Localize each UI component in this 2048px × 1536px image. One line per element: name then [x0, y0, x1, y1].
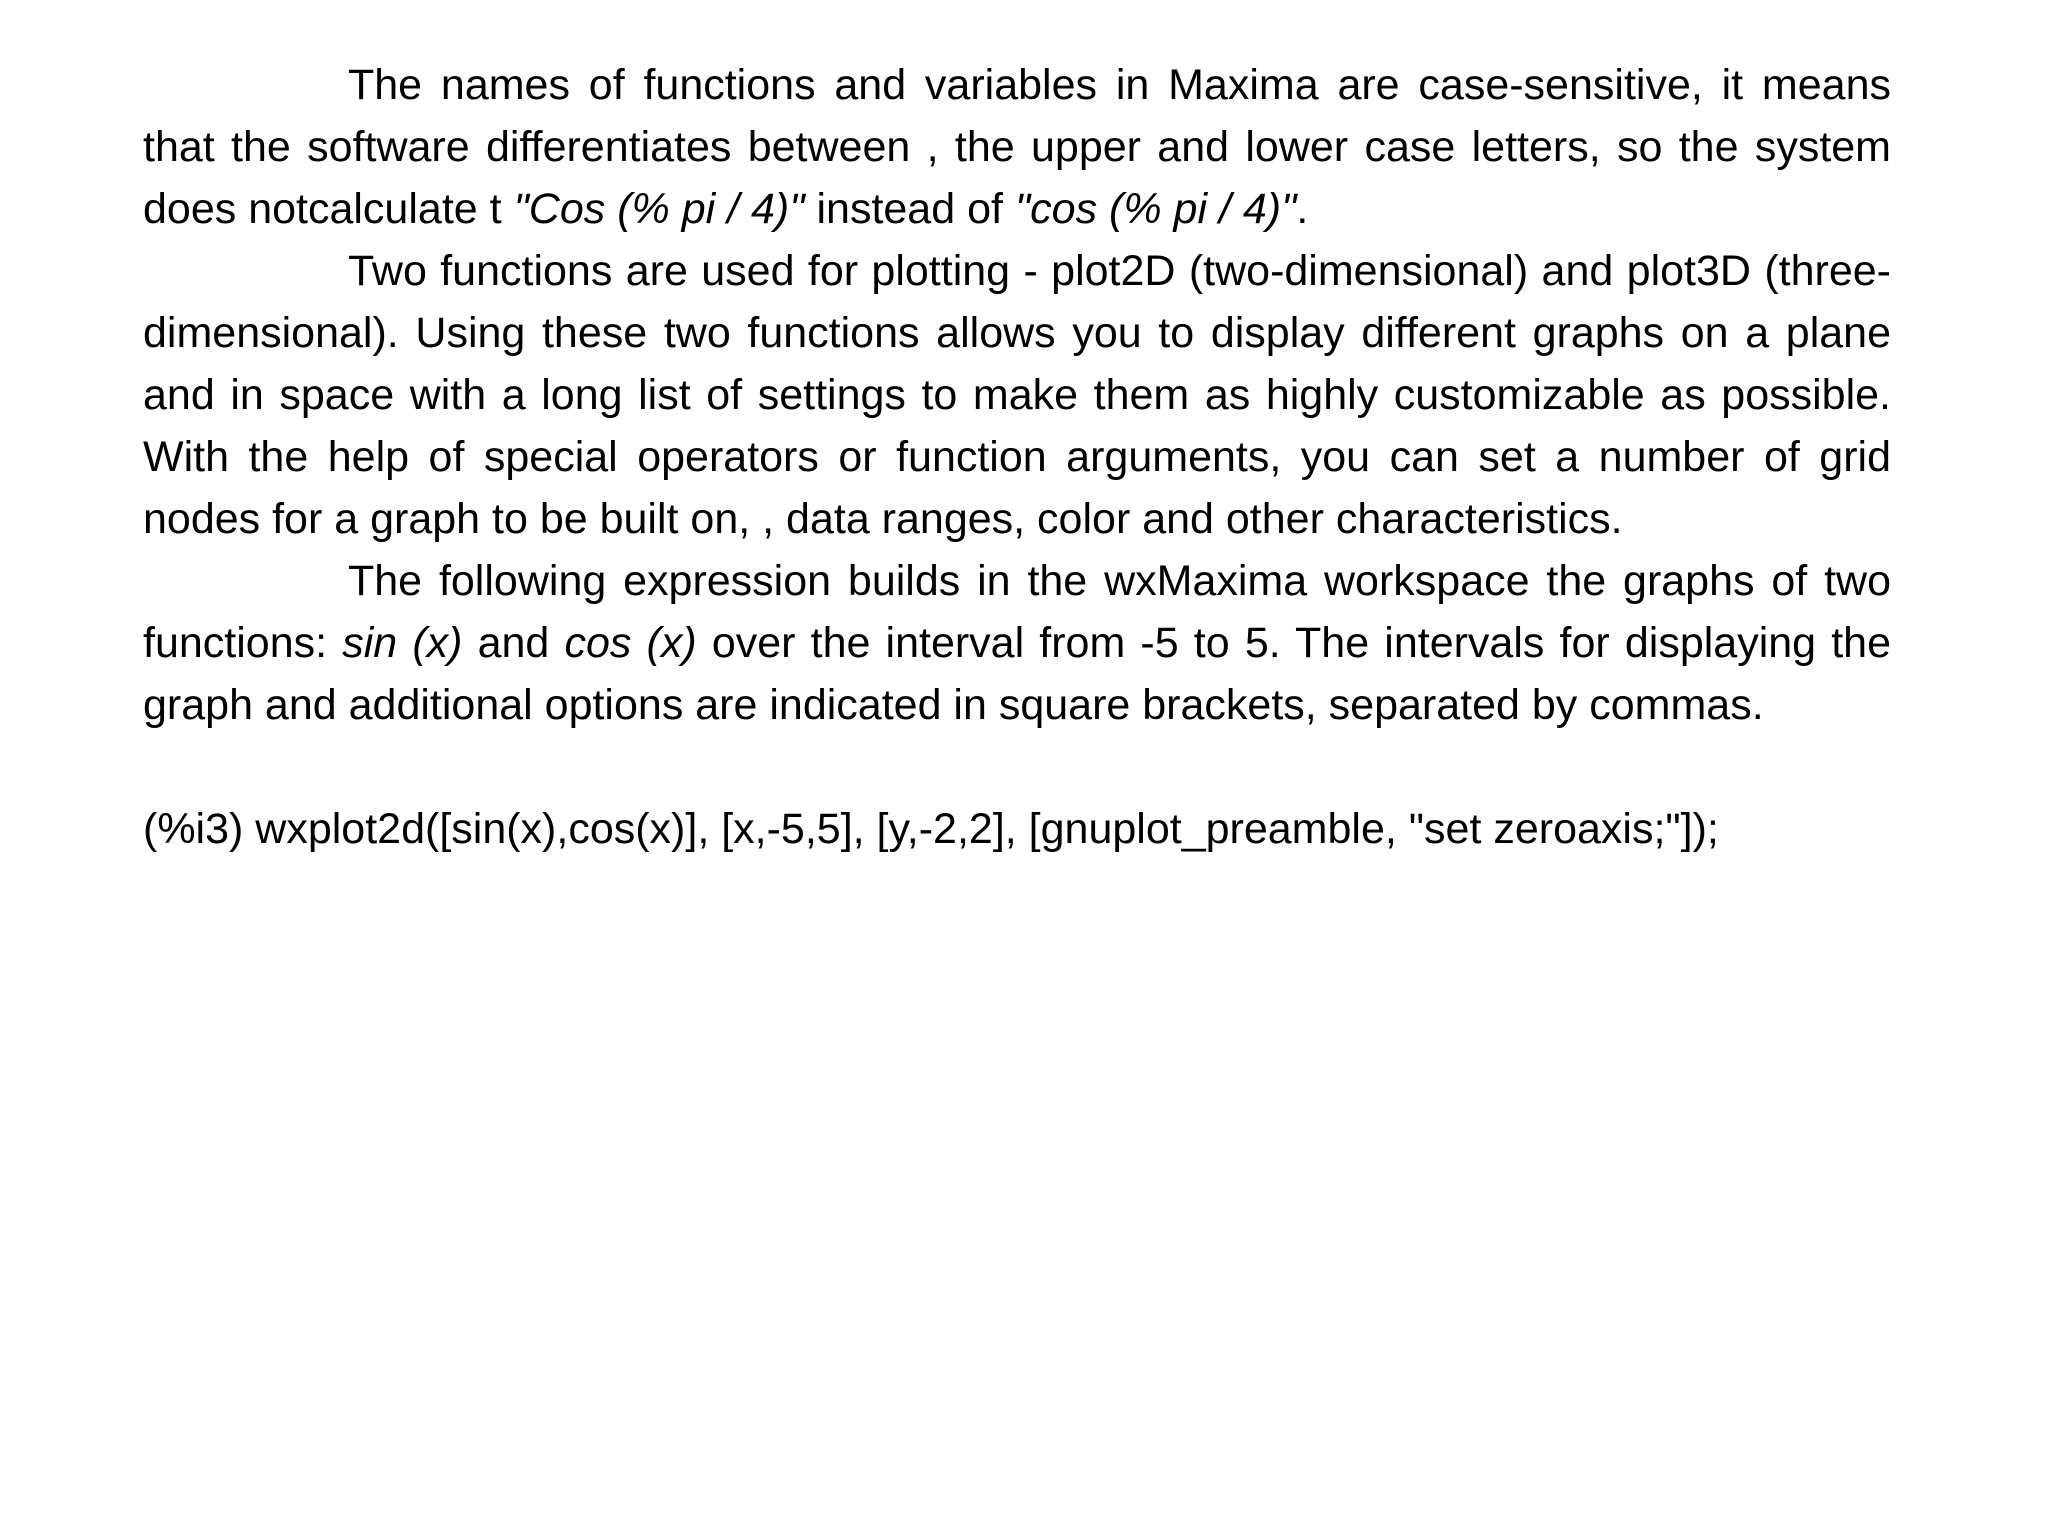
paragraph-plotting-functions	[143, 240, 1891, 550]
paragraph1-text-1: The names of functions and variables in Maxima are case-sensitive, it means that the software differentiates between , the upper and lower case letters, so the system does notcalculate t	[143, 61, 1891, 233]
paragraph3-text-1: The following expression builds in the wxMaxima workspace the graphs of two functions:	[143, 557, 1891, 667]
paragraph2-text: Two functions are used for plotting - plot2D (two-dimensional) and plot3D (three-dimensional). Using these two functions allows you to display different graphs on a plane and in space with a long list of settings to make them as highly customizable as possible. With the help of special operators or function arguments, you can set a number of grid nodes for a graph to be built on, , data ranges, color and other characteristics.	[143, 247, 1891, 543]
paragraph1-text-2: instead of	[804, 185, 1015, 233]
paragraph3-italic-cos: cos (x)	[564, 619, 697, 667]
paragraph3-text-2: and	[462, 619, 565, 667]
paragraph1-italic-cos-upper: "Cos (% pi / 4)"	[513, 185, 805, 233]
paragraph1-italic-cos-lower: "cos (% pi / 4)"	[1014, 185, 1297, 233]
code-expression	[143, 798, 1891, 860]
paragraph-expression-description	[143, 550, 1891, 736]
code-expression-text: (%i3) wxplot2d([sin(x),cos(x)], [x,-5,5], [y,-2,2], [gnuplot_preamble, "set zeroaxis;"]);	[143, 805, 1719, 853]
paragraph-case-sensitivity	[143, 54, 1891, 240]
document-body	[143, 54, 1891, 860]
paragraph1-text-3: .	[1296, 185, 1309, 233]
paragraph3-italic-sin: sin (x)	[342, 619, 463, 667]
paragraph3-text-3: over the interval from -5 to 5. The intervals for displaying the graph and additional options are indicated in square brackets, separated by commas.	[143, 619, 1892, 729]
